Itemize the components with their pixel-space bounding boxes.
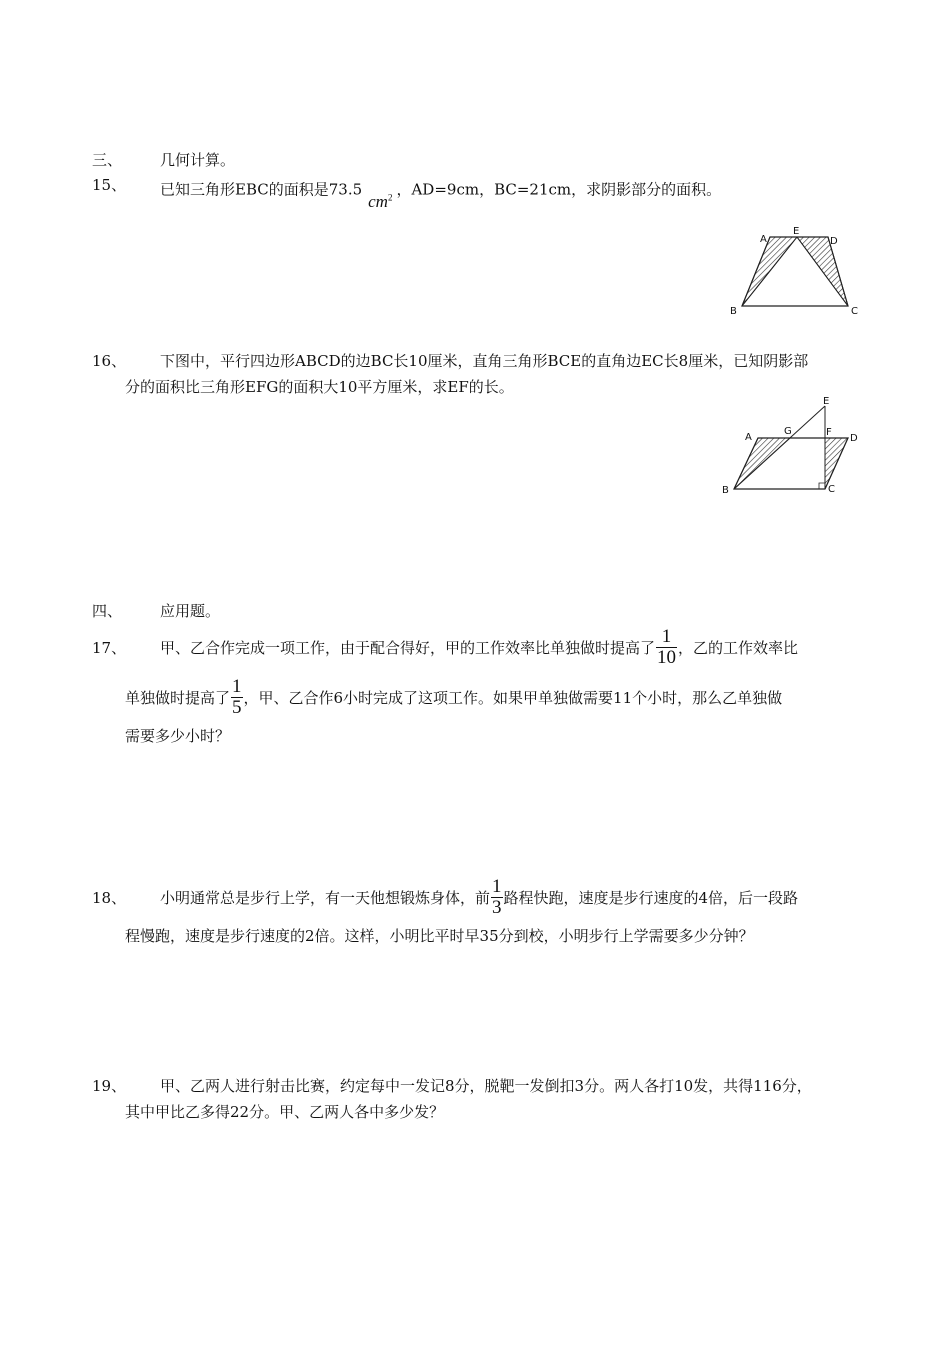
q16-line-1: 下图中，平行四边形ABCD的边BC长10厘米，直角三角形BCE的直角边EC长8厘米，已知阴影部 xyxy=(160,352,809,370)
q18-number: 18、 xyxy=(92,889,127,907)
section-3-title: 几何计算。 xyxy=(160,151,236,169)
q17-line-1-b: ，乙的工作效率比 xyxy=(678,638,799,657)
q16-label-d: D xyxy=(850,433,858,444)
section-4-title: 应用题。 xyxy=(160,602,221,620)
q19-line-2: 其中甲比乙多得22分。甲、乙两人各中多少发？ xyxy=(125,1103,445,1121)
q15-label-e: E xyxy=(793,226,800,237)
q17-fraction-2: $\frac{1}{5}$ xyxy=(232,675,242,718)
section-3-number: 三、 xyxy=(92,151,123,169)
q15-text xyxy=(160,175,722,211)
q16-label-a: A xyxy=(745,432,752,443)
q19-line-1: 甲、乙两人进行射击比赛，约定每中一发记8分，脱靶一发倒扣3分。两人各打10发，共得116分， xyxy=(160,1077,812,1095)
q16-figure xyxy=(712,392,872,502)
q18-line-2: 程慢跑，速度是步行速度的2倍。这样，小明比平时早35分到校，小明步行上学需要多少分钟？ xyxy=(125,927,754,945)
section-4-number: 四、 xyxy=(92,602,123,620)
q17-line-2 xyxy=(125,674,782,720)
q15-number: 15、 xyxy=(92,176,127,194)
q15-label-c: C xyxy=(851,306,858,317)
q17-line-1 xyxy=(160,624,798,670)
q18-line-1-a: 小明通常总是步行上学，有一天他想锻炼身体，前 xyxy=(160,888,491,907)
q16-line-2: 分的面积比三角形EFG的面积大10平方厘米，求EF的长。 xyxy=(125,378,514,396)
q17-line-3: 需要多少小时？ xyxy=(125,727,231,745)
q17-number: 17、 xyxy=(92,639,127,657)
q16-label-c: C xyxy=(828,484,835,495)
q16-right-angle xyxy=(819,483,825,489)
q16-number: 16、 xyxy=(92,352,127,370)
q17-line-1-a: 甲、乙合作完成一项工作，由于配合得好，甲的工作效率比单独做时提高了 xyxy=(160,638,656,657)
q15-label-b: B xyxy=(730,306,737,317)
q18-line-1-b: 路程快跑，速度是步行速度的4倍，后一段路 xyxy=(503,888,799,907)
q16-line-be xyxy=(734,406,825,489)
q16-label-b: B xyxy=(722,485,729,496)
q17-fraction-1: $\frac{1}{10}$ xyxy=(657,625,677,668)
q15-label-a: A xyxy=(760,234,767,245)
q15-figure xyxy=(722,222,872,322)
q15-label-d: D xyxy=(830,236,838,247)
q18-fraction: $\frac{1}{3}$ xyxy=(492,875,502,918)
q17-line-2-a: 单独做时提高了 xyxy=(125,688,231,707)
q15-text-b: ，AD=9cm，BC=21cm，求阴影部分的面积。 xyxy=(396,180,722,199)
q15-unit: $cm^2$ xyxy=(368,191,393,211)
q15-text-a: 已知三角形EBC的面积是73.5 xyxy=(160,180,363,199)
q16-label-f: F xyxy=(826,427,832,438)
q16-label-e: E xyxy=(823,396,830,407)
q18-line-1 xyxy=(160,874,798,920)
q17-line-2-b: ，甲、乙合作6小时完成了这项工作。如果甲单独做需要11个小时，那么乙单独做 xyxy=(243,688,783,707)
q16-label-g: G xyxy=(784,426,792,437)
q19-number: 19、 xyxy=(92,1077,127,1095)
